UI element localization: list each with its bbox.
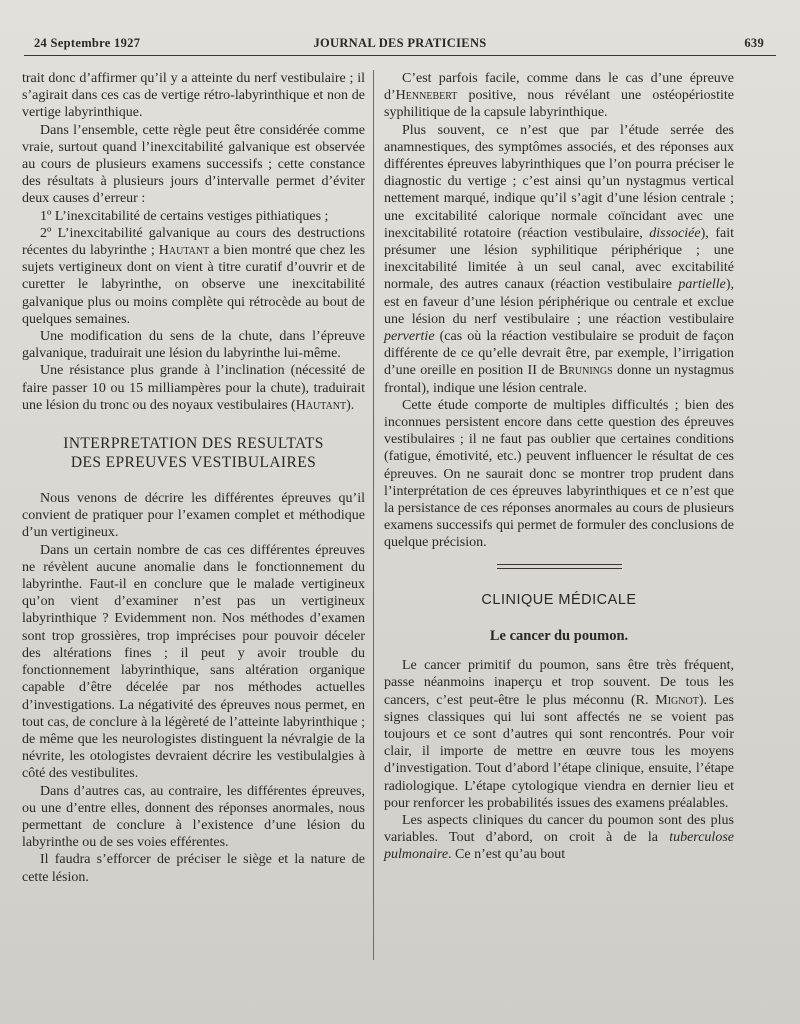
author-name: Mignot [655,692,699,708]
paragraph: 1º L’inexcitabilité de certains vestiges pithiatiques ; [40,208,329,224]
text-run: Les aspects cliniques du cancer du poumon sont des plus variables. Tout d’abord, on croit à de la [384,812,734,846]
author-name: Hautant [295,397,347,413]
page-header [20,36,780,56]
author-name: Hennebert [395,88,458,104]
text-run: 2º L’inexcitabilité galvanique au cours des destructions récentes du labyrinthe ; [22,225,365,259]
column-divider [373,70,374,960]
header-date: 24 Septembre 1927 [34,36,141,50]
header-rule [24,55,776,56]
text-run: C’est parfois facile, comme dans le cas d’une épreuve d’ [384,71,734,104]
text-run: a bien montré que chez les sujets vertigineux dont on vient à titre curatif d’ouvrir et de curetter le labyrinthe, on observe une inexcitabilité galvanique plus ou moins complète qui rétrocède au bout de quelques semaines. [22,243,366,327]
author-name: Hautant [158,243,210,259]
paragraph [22,362,365,414]
paragraph: Il faudra s’efforcer de préciser le siège et la nature de cette lésion. [22,852,365,885]
article-title: Le cancer du poumon. [489,627,629,644]
text-run: Une résistance plus grande à l’inclination (nécessité de faire passer 10 ou 15 milliampères pour la chute), traduirait une lésion du tronc ou des noyaux vestibulaires ( [22,363,365,413]
italic-term: tuberculose pulmonaire [384,830,734,863]
paragraph [384,70,734,122]
text-run: donne un nystagmus frontal), indique une lésion centrale. [384,363,734,396]
rubric-heading: CLINIQUE MÉDICALE [481,591,637,608]
text-run: ). [346,397,355,413]
paragraph [22,225,365,328]
paragraph: Dans un certain nombre de cas ces différentes épreuves ne révèlent aucune anomalie dans le fonctionnement du labyrinthe. Faut-il en conclure que le malade vertigineux qu’on vient d’examiner n’est pas un vertigineux labyrinthique ? Evidemment non. Nos méthodes d’examen sont trop grossières, trop imprécises pour pouvoir déceler des altérations fines ; il peut y avoir trouble du fonctionnement labyrinthique, sans altération organique capable d’être décelée par nos méthodes actuelles d’investigations. La négativité des épreuves nous permet, en tout cas, de conclure à la légèreté de l’atteinte labyrinthique ; de même que les neurologistes distinguent la névralgie de la névrite, les otologistes devraient décrire les vestibulalgies à côté des vestibulites. [22,542,365,782]
italic-term: partielle [678,277,726,293]
paragraph [384,122,734,397]
paragraph: Une modification du sens de la chute, dans l’épreuve galvanique, traduirait une lésion du labyrinthe lui-même. [22,329,365,362]
text-run: Le cancer primitif du poumon, sans être très fréquent, passe néanmoins inaperçu et trop souvent. De tous les cancers, c’est peut-être le plus méconnu (R. [384,658,734,708]
author-name: Brunings [558,363,613,379]
text-run: ), fait présumer une lésion syphilitique périphérique ; une inexcitabilité limitée à un seul canal, avec excitabilité normale, des autres canaux (réaction vestibulaire [384,225,734,293]
paragraph: Dans d’autres cas, au contraire, les différentes épreuves, ou une d’entre elles, donnent des réponses anormales, nous permettant de conclure à l’existence d’une lésion du labyrinthe ou de ses voies efférentes. [22,783,365,851]
text-run: (cas où la réaction vestibulaire se produit de façon différente de ce qu’elle devrait être, par exemple, l’irrigation d’une oreille en position II de [384,329,734,379]
text-run: ), est en faveur d’une lésion périphérique ou centrale et exclue une lésion du nerf vestibulaire ; une réaction vestibulaire [384,277,734,327]
paragraph: Cette étude comporte de multiples difficultés ; bien des inconnues persistent encore dans cette question des épreuves vestibulaires ; il ne faut pas oublier que certaines conditions (fatigue, émotivité, etc.) peuvent influencer le résultat de ces épreuves. On ne saurait donc se montrer trop prudent dans l’interprétation de ces épreuves labyrinthiques et ce n’est que la persistance de ces réponses anormales au cours de plusieurs examens successifs qui permet de formuler des conclusions de quelque précision. [384,397,734,551]
italic-term: pervertie [384,329,435,345]
section-heading-line-1: INTERPRETATION DES RESULTATS [63,435,324,453]
section-heading-line-2: DES EPREUVES VESTIBULAIRES [70,454,317,472]
right-column [384,70,734,864]
left-column [22,70,365,886]
section-heading [22,434,365,472]
text-run: . Ce n’est qu’au bout [448,847,566,863]
paragraph: Dans l’ensemble, cette règle peut être considérée comme vraie, surtout quand l’inexcitabilité galvanique est observée au cours de plusieurs examens successifs ; cette constance des résultats à plusieurs jours d’intervalle permet d’éviter deux causes d’erreur : [22,122,365,207]
text-run: Plus souvent, ce n’est que par l’étude serrée des anamnestiques, des symptômes associés, et des réponses aux différentes épreuves labyrinthiques que l’on pourra préciser le diagnostic du vertige ; c’est ainsi qu’un nystagmus vertical nettement marqué, indique qu’il s’agit d’une lésion centrale ; une excitabilité calorique normale coïncidant avec une inexcitabilité rotatoire (réaction vestibulaire, [384,122,734,241]
text-run: ). Les signes classiques qui lui sont affectés ne se voient pas toujours et ce sont d’autres qui sont rencontrés. Pour voir clair, il importe de mettre en œuvre tous les moyens d’investigation. Tout d’abord l’étape clinique, ensuite, l’étape radiologique. L’étape cytologique viendra en dernier lieu et pour renforcer les probabilités issues des examens préalables. [384,692,734,811]
section-separator [497,564,622,569]
header-page-number: 639 [744,36,764,50]
italic-term: dissociée [649,225,701,241]
text-run: positive, nous révélant une ostéopériostite syphilitique de la capsule labyrinthique. [384,88,734,121]
paragraph [384,657,734,812]
paragraph [384,812,734,864]
paragraph: Nous venons de décrire les différentes épreuves qu’il convient de pratiquer pour l’examen complet et méthodique d’un vertigineux. [22,491,365,541]
paragraph: trait donc d’affirmer qu’il y a atteinte du nerf vestibulaire ; il s’agirait dans ces cas de vertige rétro-labyrinthique et non de vertige labyrinthique. [22,71,365,121]
header-journal-title: JOURNAL DES PRATICIENS [313,36,487,50]
